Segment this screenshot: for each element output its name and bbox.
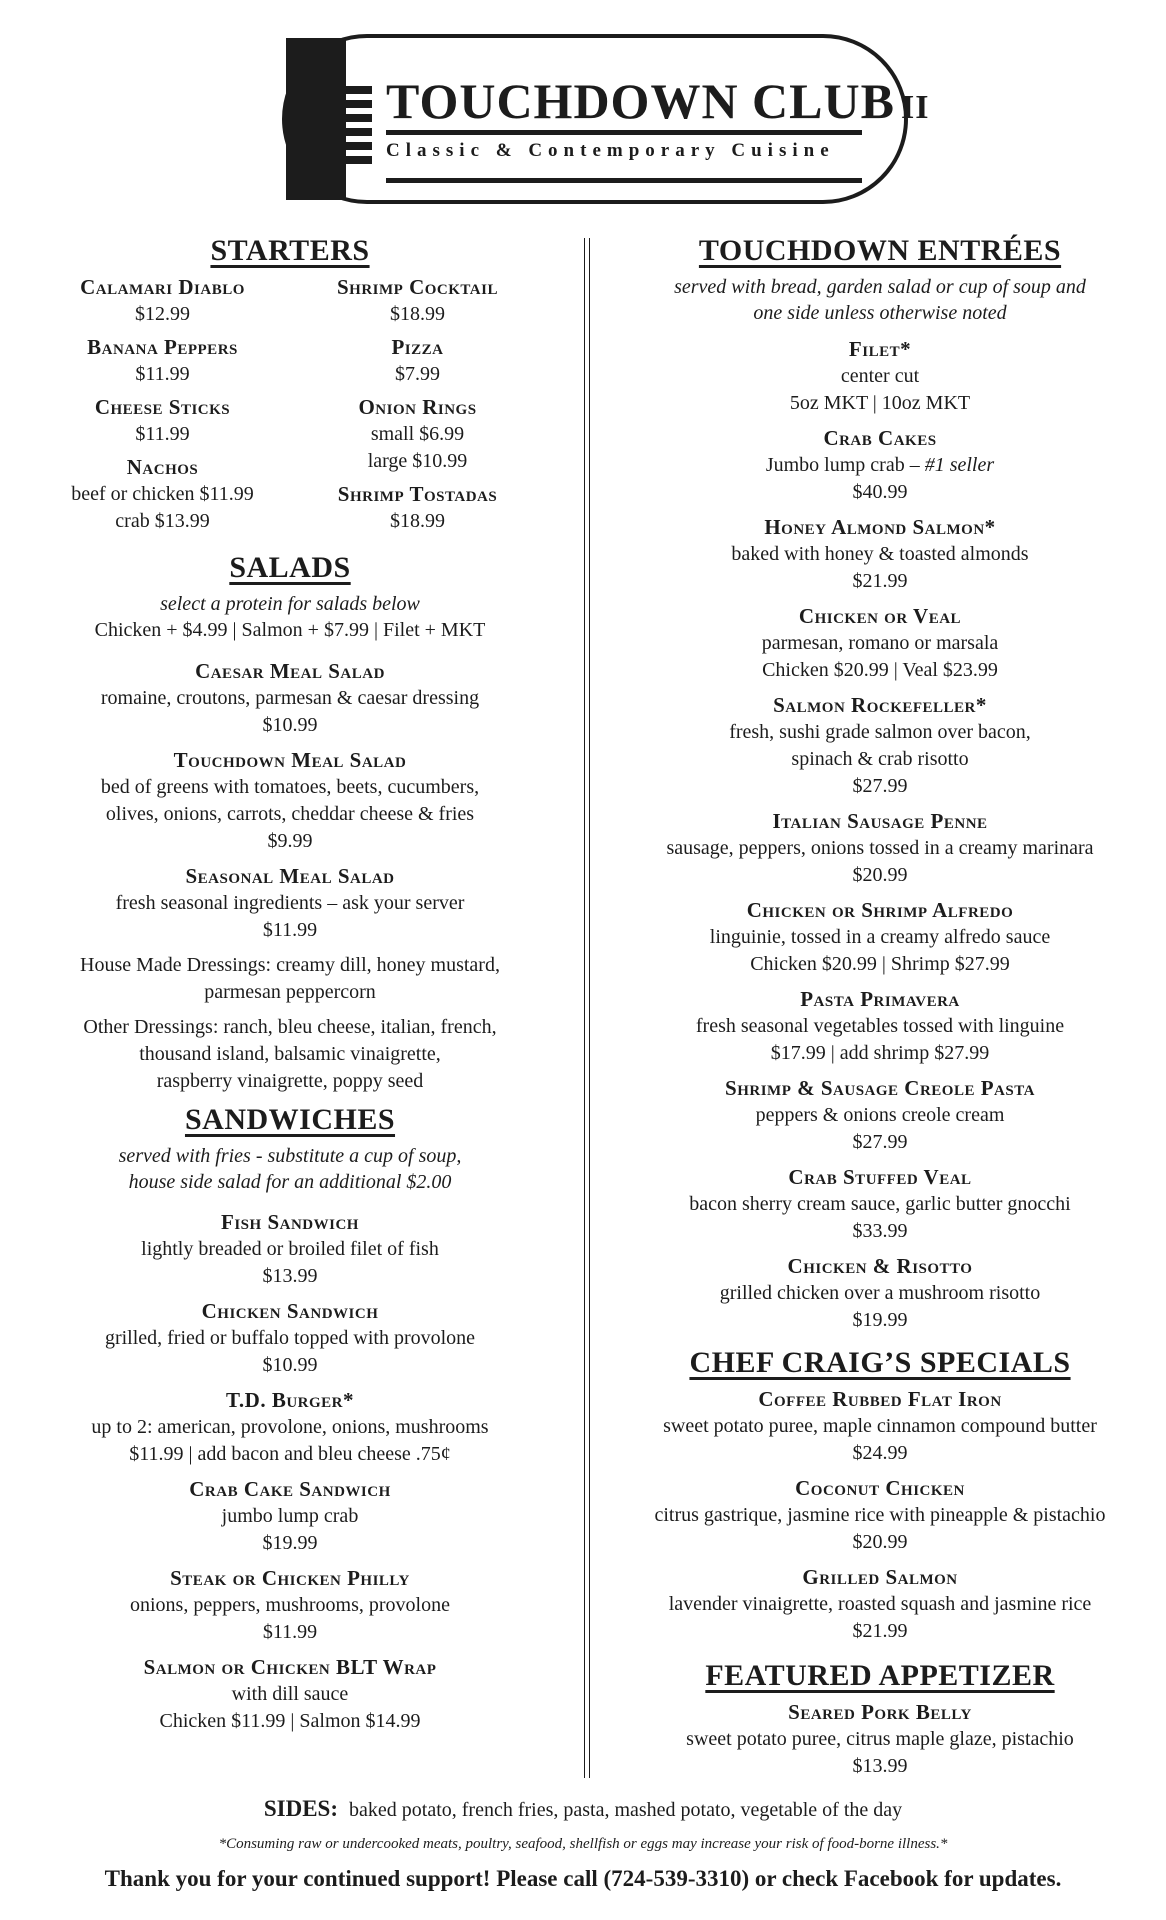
item-price: $21.99 [852, 570, 908, 592]
item-price: Chicken $20.99 | Veal $23.99 [762, 659, 998, 681]
menu-item [620, 1699, 1140, 1780]
item-name: Steak or Chicken Philly [170, 1566, 410, 1590]
menu-item [620, 692, 1140, 800]
menu-item [620, 1386, 1140, 1467]
menu-item [40, 863, 540, 944]
note-line: served with fries - substitute a cup of soup, [118, 1145, 462, 1167]
menu-item [40, 1387, 540, 1468]
item-price: $19.99 [262, 1532, 318, 1554]
entrees-note [620, 274, 1140, 326]
menu-item [620, 514, 1140, 595]
item-description-text: jumbo lump crab [221, 1505, 359, 1527]
thank-you-note: Thank you for your continued support! Please call (724-539-3310) or check Facebook for updates. [104, 1866, 1062, 1891]
item-description [40, 774, 540, 801]
item-description-text: with dill sauce [231, 1683, 349, 1705]
sandwiches-list [40, 1209, 540, 1735]
item-price: $21.99 [852, 1620, 908, 1642]
item-description [40, 1236, 540, 1263]
item-price: $11.99 [135, 363, 190, 385]
item-description-text: citrus gastrique, jasmine rice with pineapple & pistachio [654, 1504, 1106, 1526]
left-column [40, 234, 540, 1743]
item-name: Calamari Diablo [80, 275, 245, 299]
item-description [40, 685, 540, 712]
item-name: Fish Sandwich [221, 1210, 359, 1234]
item-description [620, 452, 1140, 479]
column-divider [584, 238, 590, 1778]
item-price: $27.99 [852, 775, 908, 797]
item-description-text: grilled chicken over a mushroom risotto [719, 1282, 1041, 1304]
item-price: small $6.99 [370, 423, 465, 445]
item-price: $11.99 | add bacon and bleu cheese .75¢ [129, 1443, 451, 1465]
menu-item [620, 336, 1140, 417]
item-name: Crab Cake Sandwich [189, 1477, 391, 1501]
note-line: house side salad for an additional $2.00 [128, 1171, 452, 1193]
item-description [620, 541, 1140, 568]
item-name: Grilled Salmon [802, 1565, 958, 1589]
item-name: Caesar Meal Salad [195, 659, 385, 683]
menu-item [620, 1075, 1140, 1156]
item-name: Seasonal Meal Salad [185, 864, 395, 888]
item-description [40, 890, 540, 917]
item-name: Salmon or Chicken BLT Wrap [143, 1655, 437, 1679]
health-disclaimer: *Consuming raw or undercooked meats, poultry, seafood, shellfish or eggs may increase your risk of food-borne illness.* [218, 1836, 948, 1852]
starters-grid [40, 274, 540, 541]
item-name: Honey Almond Salmon* [764, 515, 996, 539]
item-price: beef or chicken $11.99 [71, 483, 254, 505]
logo-subtitle: Classic & Contemporary Cuisine [386, 140, 835, 161]
starters-right-list [295, 274, 540, 541]
item-name: Seared Pork Belly [788, 1700, 972, 1724]
item-name: Banana Peppers [87, 335, 238, 359]
featured-heading: FEATURED APPETIZER [705, 1659, 1055, 1692]
item-description-text: bed of greens with tomatoes, beets, cucumbers, [100, 776, 480, 798]
item-description [620, 363, 1140, 390]
item-name: Pasta Primavera [800, 987, 960, 1011]
item-name: Salmon Rockefeller* [773, 693, 987, 717]
right-column [620, 234, 1140, 1788]
menu-item [295, 481, 540, 535]
item-price: large $10.99 [367, 450, 468, 472]
menu-item [620, 1253, 1140, 1334]
item-price: $7.99 [395, 363, 440, 385]
item-price: $33.99 [852, 1220, 908, 1242]
salads-heading: SALADS [229, 551, 351, 584]
item-name: Touchdown Meal Salad [173, 748, 407, 772]
item-description-text: fresh seasonal ingredients – ask your server [115, 892, 465, 914]
item-price: $20.99 [852, 1531, 908, 1553]
note-line: served with bread, garden salad or cup of soup and [674, 276, 1086, 298]
menu-item [620, 603, 1140, 684]
item-name: Crab Stuffed Veal [788, 1165, 972, 1189]
item-price: crab $13.99 [115, 510, 210, 532]
item-description-text: onions, peppers, mushrooms, provolone [130, 1594, 450, 1616]
dressing-line: Other Dressings: ranch, bleu cheese, italian, french, [83, 1016, 497, 1038]
item-description [620, 1502, 1140, 1529]
item-description [40, 1503, 540, 1530]
item-description [620, 1013, 1140, 1040]
featured-list [620, 1699, 1140, 1780]
menu-item [40, 1476, 540, 1557]
salads-list [40, 658, 540, 944]
menu-item [40, 1654, 540, 1735]
item-price: Chicken $20.99 | Shrimp $27.99 [750, 953, 1010, 975]
menu-item [40, 747, 540, 855]
item-name: Chicken or Veal [798, 604, 962, 628]
item-name: T.D. Burger* [225, 1388, 355, 1412]
menu-item [620, 1564, 1140, 1645]
item-name: Italian Sausage Penne [772, 809, 988, 833]
menu-item [295, 334, 540, 388]
dressing-line: House Made Dressings: creamy dill, honey mustard, [80, 954, 500, 976]
sides-line [0, 1796, 1166, 1822]
item-name: Coconut Chicken [795, 1476, 965, 1500]
item-description-text: parmesan, romano or marsala [761, 632, 999, 654]
salads-proteins: Chicken + $4.99 | Salmon + $7.99 | Filet + MKT [94, 619, 486, 641]
sandwiches-heading: SANDWICHES [184, 1103, 396, 1136]
item-description-text: bacon sherry cream sauce, garlic butter gnocchi [689, 1193, 1071, 1215]
item-description-text: center cut [840, 365, 920, 387]
item-description-text: lavender vinaigrette, roasted squash and jasmine rice [668, 1593, 1092, 1615]
item-price: $10.99 [262, 714, 318, 736]
item-description [620, 1413, 1140, 1440]
item-description [620, 746, 1140, 773]
item-price: $9.99 [267, 830, 313, 852]
sides-label: SIDES: [263, 1796, 339, 1821]
item-price: $24.99 [852, 1442, 908, 1464]
item-description [40, 801, 540, 828]
item-name: Shrimp Cocktail [337, 275, 498, 299]
logo-title-suffix: II [900, 89, 930, 126]
item-description [620, 1280, 1140, 1307]
item-description-text: sweet potato puree, citrus maple glaze, pistachio [686, 1728, 1074, 1750]
item-description [620, 1591, 1140, 1618]
item-price: $27.99 [852, 1131, 908, 1153]
item-name: Shrimp & Sausage Creole Pasta [725, 1076, 1035, 1100]
item-description-text: spinach & crab risotto [791, 748, 969, 770]
menu-item [620, 1164, 1140, 1245]
item-price: Chicken $11.99 | Salmon $14.99 [159, 1710, 421, 1732]
menu-item [40, 334, 285, 388]
item-description [620, 835, 1140, 862]
menu-item [620, 986, 1140, 1067]
sandwiches-note [40, 1143, 540, 1195]
item-description [40, 1414, 540, 1441]
menu-item [620, 808, 1140, 889]
item-price: $40.99 [852, 481, 908, 503]
item-name: Nachos [126, 455, 199, 479]
item-description-text: sausage, peppers, onions tossed in a creamy marinara [666, 837, 1094, 859]
item-name: Crab Cakes [823, 426, 937, 450]
menu-item [40, 1565, 540, 1646]
item-name: Shrimp Tostadas [337, 482, 498, 506]
other-dressings [40, 1014, 540, 1095]
item-description-text: Jumbo lump crab – [765, 454, 925, 476]
item-description-text: sweet potato puree, maple cinnamon compound butter [663, 1415, 1097, 1437]
item-description [620, 1102, 1140, 1129]
dressing-line: raspberry vinaigrette, poppy seed [156, 1070, 424, 1092]
item-description-text: linguinie, tossed in a creamy alfredo sauce [709, 926, 1051, 948]
item-name: Chicken Sandwich [201, 1299, 379, 1323]
item-name: Coffee Rubbed Flat Iron [758, 1387, 1002, 1411]
item-description-text: grilled, fried or buffalo topped with provolone [104, 1327, 476, 1349]
menu-item [295, 274, 540, 328]
item-description-text: fresh seasonal vegetables tossed with linguine [695, 1015, 1065, 1037]
item-price: $11.99 [262, 919, 318, 941]
item-name: Onion Rings [358, 395, 477, 419]
item-description [40, 1592, 540, 1619]
menu-item [40, 1209, 540, 1290]
item-price: $17.99 | add shrimp $27.99 [770, 1042, 990, 1064]
item-description [620, 1726, 1140, 1753]
item-name: Cheese Sticks [94, 395, 231, 419]
menu-item [40, 394, 285, 448]
item-description-text: romaine, croutons, parmesan & caesar dressing [100, 687, 480, 709]
item-price: $13.99 [852, 1755, 908, 1777]
note-line: one side unless otherwise noted [753, 302, 1007, 324]
item-price: 5oz MKT | 10oz MKT [789, 392, 971, 414]
item-price: $20.99 [852, 864, 908, 886]
item-price: $18.99 [390, 510, 445, 532]
menu-item [40, 454, 285, 535]
house-dressings [40, 952, 540, 1006]
item-description-text: fresh, sushi grade salmon over bacon, [729, 721, 1031, 743]
sides-text: baked potato, french fries, pasta, mashed potato, vegetable of the day [349, 1799, 903, 1821]
item-description-highlight: #1 seller [924, 454, 995, 476]
item-price: $10.99 [262, 1354, 318, 1376]
menu-item [40, 658, 540, 739]
specials-list [620, 1386, 1140, 1645]
logo-stripes-graphic [286, 38, 376, 200]
specials-heading: CHEF CRAIG’S SPECIALS [689, 1346, 1071, 1379]
item-price: $18.99 [390, 303, 445, 325]
starters-left-list [40, 274, 285, 541]
item-price: $11.99 [135, 423, 190, 445]
restaurant-logo [282, 34, 930, 204]
menu-item [40, 274, 285, 328]
item-description-text: olives, onions, carrots, cheddar cheese & fries [105, 803, 475, 825]
menu-item [620, 897, 1140, 978]
item-name: Filet* [848, 337, 912, 361]
item-name: Pizza [391, 335, 444, 359]
menu-item [295, 394, 540, 475]
item-description [620, 719, 1140, 746]
entrees-list [620, 336, 1140, 1334]
item-name: Chicken or Shrimp Alfredo [746, 898, 1014, 922]
starters-heading: STARTERS [210, 234, 370, 267]
item-price: $12.99 [135, 303, 190, 325]
menu-item [620, 1475, 1140, 1556]
item-description [620, 1191, 1140, 1218]
item-description [620, 924, 1140, 951]
item-description-text: baked with honey & toasted almonds [731, 543, 1029, 565]
dressing-line: parmesan peppercorn [204, 981, 376, 1003]
logo-title: TOUCHDOWN CLUB II [386, 73, 930, 129]
item-price: $11.99 [262, 1621, 318, 1643]
menu-item [40, 1298, 540, 1379]
item-description [40, 1325, 540, 1352]
item-price: $19.99 [852, 1309, 908, 1331]
logo-rule-top [386, 130, 862, 135]
item-description [620, 630, 1140, 657]
salads-note: select a protein for salads below [160, 593, 420, 615]
dressing-line: thousand island, balsamic vinaigrette, [139, 1043, 441, 1065]
item-description-text: peppers & onions creole cream [755, 1104, 1005, 1126]
item-description [40, 1681, 540, 1708]
menu-item [620, 425, 1140, 506]
item-name: Chicken & Risotto [787, 1254, 973, 1278]
item-description-text: up to 2: american, provolone, onions, mushrooms [91, 1416, 489, 1438]
item-price: $13.99 [262, 1265, 318, 1287]
entrees-heading: TOUCHDOWN ENTRÉES [698, 234, 1062, 267]
logo-rule-bottom [386, 178, 862, 183]
item-description-text: lightly breaded or broiled filet of fish [141, 1238, 439, 1260]
